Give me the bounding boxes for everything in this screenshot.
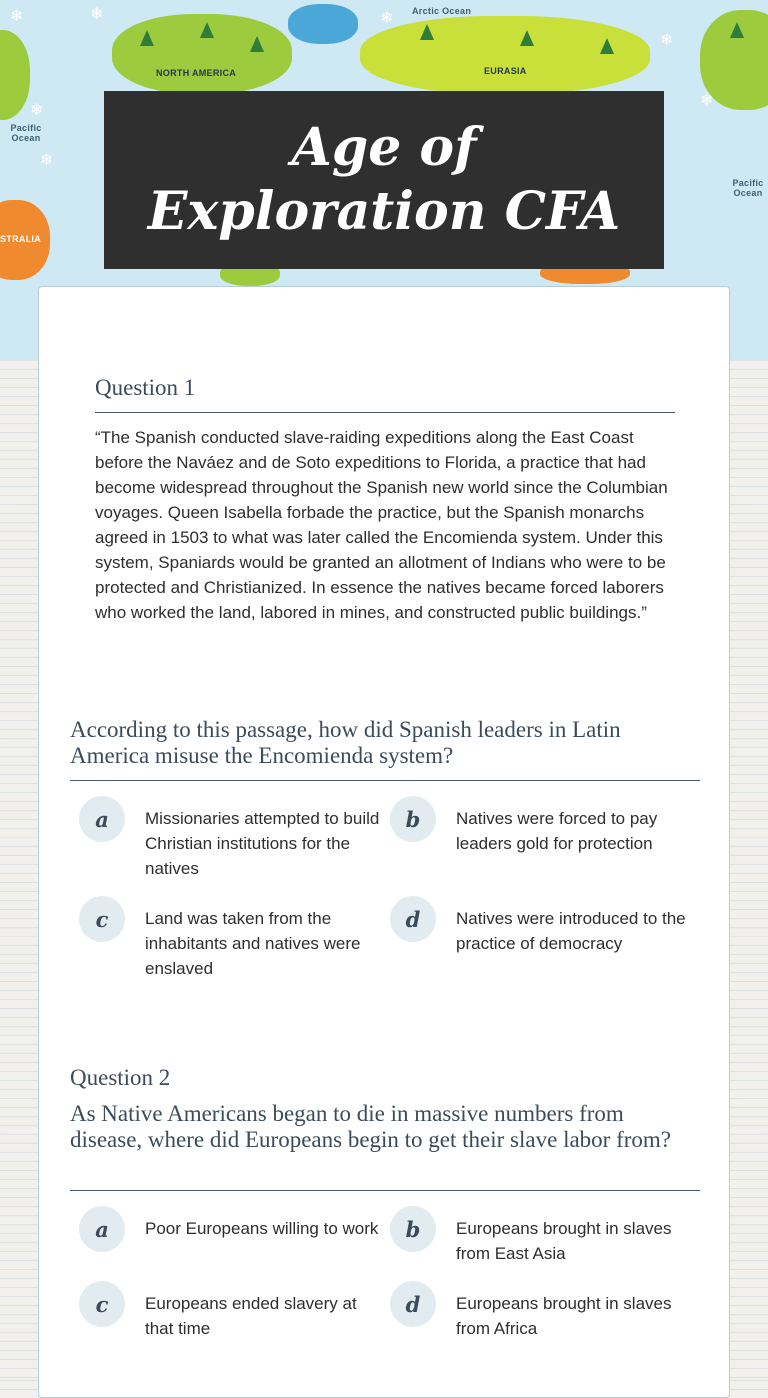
tree-icon: [200, 22, 214, 38]
q2-choice-c-text[interactable]: Europeans ended slavery at that time: [145, 1294, 357, 1338]
tree-icon: [420, 24, 434, 40]
snowflake-icon: ❄: [10, 6, 24, 25]
snowflake-icon: ❄: [380, 8, 394, 27]
question-2-heading: Question 2: [70, 1065, 171, 1090]
q2-choice-d-badge[interactable]: d: [390, 1281, 436, 1327]
eurasia-landmass: [360, 16, 650, 94]
map-label-north-america: NORTH AMERICA: [156, 68, 237, 78]
question-1-heading: Question 1: [95, 375, 196, 400]
q1-choice-c-badge[interactable]: c: [79, 896, 125, 942]
tree-icon: [600, 38, 614, 54]
map-label-australia: STRALIA: [0, 234, 42, 244]
map-label-pacific-left: Pacific Ocean: [10, 123, 42, 143]
map-label-eurasia: EURASIA: [484, 66, 527, 76]
q1-choice-d-text[interactable]: Natives were introduced to the practice of democracy: [456, 909, 686, 953]
question-2-prompt-divider: [70, 1190, 700, 1191]
tree-icon: [140, 30, 154, 46]
map-label-arctic-ocean: Arctic Ocean: [412, 6, 472, 16]
tree-icon: [250, 36, 264, 52]
snowflake-icon: ❄: [90, 4, 104, 23]
snowflake-icon: ❄: [660, 30, 674, 49]
q1-choice-b-text[interactable]: Natives were forced to pay leaders gold for protection: [456, 809, 658, 853]
title-banner: [104, 91, 664, 269]
tree-icon: [730, 22, 744, 38]
snowflake-icon: ❄: [30, 100, 44, 119]
question-1-prompt: According to this passage, how did Spanish leaders in Latin America misuse the Encomienda system?: [70, 717, 621, 768]
question-1-divider: [95, 412, 675, 413]
snowflake-icon: ❄: [700, 90, 714, 109]
q2-choice-a-text[interactable]: Poor Europeans willing to work: [145, 1219, 379, 1238]
q1-choice-d-badge[interactable]: d: [390, 896, 436, 942]
q1-choice-a-badge[interactable]: a: [79, 796, 125, 842]
q2-choice-b-text[interactable]: Europeans brought in slaves from East Asia: [456, 1219, 672, 1263]
tree-icon: [520, 30, 534, 46]
q1-choice-a-text[interactable]: Missionaries attempted to build Christian institutions for the natives: [145, 809, 380, 878]
q2-choice-a-badge[interactable]: a: [79, 1206, 125, 1252]
snowflake-icon: ❄: [40, 150, 54, 169]
worksheet: [38, 286, 730, 1398]
left-landmass: [0, 30, 30, 120]
q2-choice-d-text[interactable]: Europeans brought in slaves from Africa: [456, 1294, 672, 1338]
q2-choice-b-badge[interactable]: b: [390, 1206, 436, 1252]
question-1-passage: “The Spanish conducted slave-raiding expeditions along the East Coast before the Naváez and de Soto expeditions to Florida, a practice that had become widespread throughout the Spanish new world since the Columbian voyages. Queen Isabella forbade the practice, but the Spanish monarchs agreed in 1503 to what was later called the Encomienda system. Under this system, Spaniards would be granted an allotment of Indians who were to be protected and Christianized. In essence the natives became forced laborers who worked the land, labored in mines, and constructed public buildings.”: [95, 428, 668, 622]
q2-choice-c-badge[interactable]: c: [79, 1281, 125, 1327]
q1-choice-c-text[interactable]: Land was taken from the inhabitants and natives were enslaved: [145, 909, 361, 978]
map-label-pacific-right: Pacific Ocean: [732, 178, 764, 198]
greenland-landmass: [288, 4, 358, 44]
q1-choice-b-badge[interactable]: b: [390, 796, 436, 842]
question-1-prompt-divider: [70, 780, 700, 781]
question-2-prompt: As Native Americans began to die in massive numbers from disease, where did Europeans begin to get their slave labor from?: [70, 1101, 671, 1152]
page-title: Age of Exploration CFA: [147, 117, 621, 242]
